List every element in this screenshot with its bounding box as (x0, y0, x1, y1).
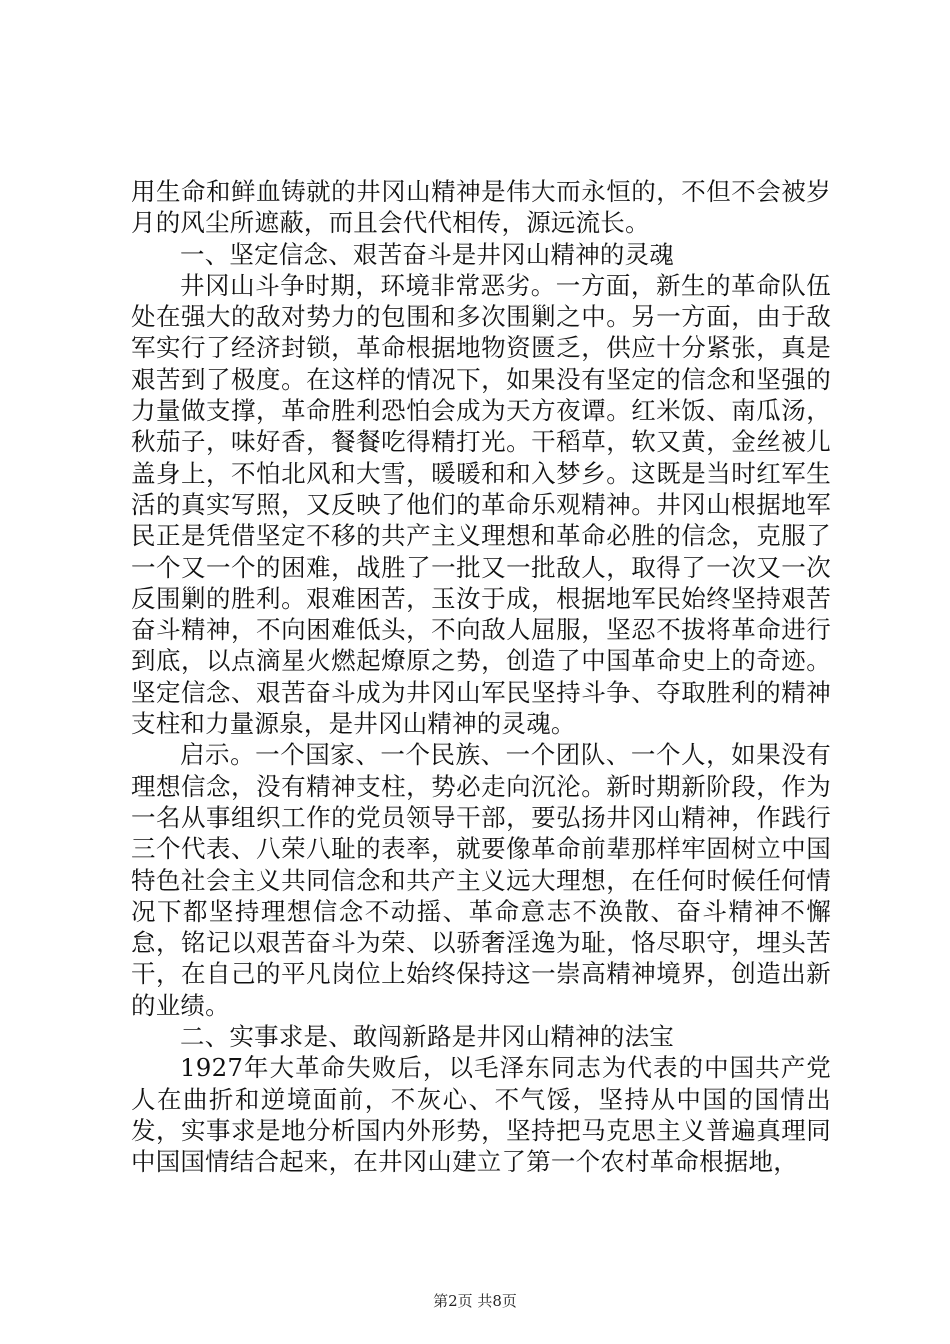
section-heading-2: 二、实事求是、敢闯新路是井冈山精神的法宝 (180, 1022, 674, 1052)
paragraph-4: 1927年大革命失败后，以毛泽东同志为代表的中国共产党人在曲折和逆境面前，不灰心、不气馁，坚持从中国的国情出发，实事求是地分析国内外形势，坚持把马克思主义普遍真理同中国国情结合起来，在井冈山建立了第一个农村革命根据地， (131, 1053, 831, 1177)
paragraph-1: 用生命和鲜血铸就的井冈山精神是伟大而永恒的，不但不会被岁月的风尘所遮蔽，而且会代代相传，源远流长。 (131, 177, 831, 238)
section-heading-1: 一、坚定信念、艰苦奋斗是井冈山精神的灵魂 (180, 239, 674, 269)
paragraph-2: 井冈山斗争时期，环境非常恶劣。一方面，新生的革命队伍处在强大的敌对势力的包围和多次围剿之中。另一方面，由于敌军实行了经济封锁，革命根据地物资匮乏，供应十分紧张，真是艰苦到了极度。在这样的情况下，如果没有坚定的信念和坚强的力量做支撑，革命胜利恐怕会成为天方夜谭。红米饭、南瓜汤，秋茄子，味好香，餐餐吃得精打光。干稻草，软又黄，金丝被儿盖身上，不怕北风和大雪，暖暖和和入梦乡。这既是当时红军生活的真实写照，又反映了他们的革命乐观精神。井冈山根据地军民正是凭借坚定不移的共产主义理想和革命必胜的信念，克服了一个又一个的困难，战胜了一批又一批敌人，取得了一次又一次反围剿的胜利。艰难困苦，玉汝于成，根据地军民始终坚持艰苦奋斗精神，不向困难低头，不向敌人屈服，坚忍不拔将革命进行到底，以点滴星火燃起燎原之势，创造了中国革命史上的奇迹。坚定信念、艰苦奋斗成为井冈山军民坚持斗争、夺取胜利的精神支柱和力量源泉，是井冈山精神的灵魂。 (131, 270, 831, 739)
paragraph-3: 启示。一个国家、一个民族、一个团队、一个人，如果没有理想信念，没有精神支柱，势必走向沉沦。新时期新阶段，作为一名从事组织工作的党员领导干部，要弘扬井冈山精神，作践行三个代表、八荣八耻的表率，就要像革命前辈那样牢固树立中国特色社会主义共同信念和共产主义远大理想，在任何时候任何情况下都坚持理想信念不动摇、革命意志不涣散、奋斗精神不懈怠，铭记以艰苦奋斗为荣、以骄奢淫逸为耻，恪尽职守，埋头苦干，在自己的平凡岗位上始终保持这一崇高精神境界，创造出新的业绩。 (131, 740, 831, 1020)
document-body (131, 176, 831, 1178)
page-footer: 第2页 共8页 (433, 1292, 517, 1310)
